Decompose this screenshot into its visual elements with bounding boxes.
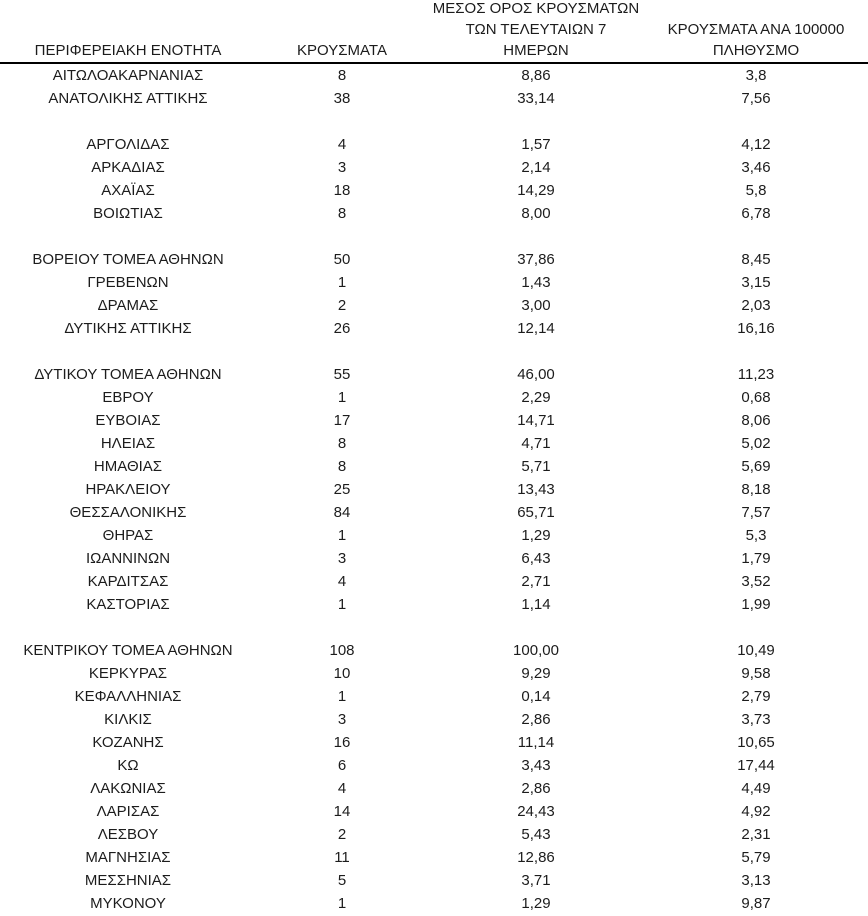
table-row xyxy=(0,501,868,524)
cases-column-label: ΚΡΟΥΣΜΑΤΑ xyxy=(297,42,387,59)
per100k-cell: 5,02 xyxy=(741,435,771,452)
cases-cell: 1 xyxy=(337,596,347,613)
per100k-cell: 3,46 xyxy=(741,159,771,176)
table-row xyxy=(0,363,868,386)
table-row xyxy=(0,271,868,294)
cases-cell: 25 xyxy=(333,481,351,498)
avg7-cell: 9,29 xyxy=(521,665,551,682)
region-cell: ΗΜΑΘΙΑΣ xyxy=(93,458,163,475)
avg7-cell: 1,43 xyxy=(521,274,551,291)
region-cell: ΑΙΤΩΛΟΑΚΑΡΝΑΝΙΑΣ xyxy=(52,67,204,84)
cases-cell: 1 xyxy=(337,274,347,291)
cases-cell: 26 xyxy=(333,320,351,337)
avg7-cell: 5,43 xyxy=(521,826,551,843)
per100k-cell: 11,23 xyxy=(737,366,775,383)
table-row xyxy=(0,179,868,202)
cases-cell: 3 xyxy=(337,711,347,728)
region-cell: ΘΕΣΣΑΛΟΝΙΚΗΣ xyxy=(69,504,187,521)
table-row xyxy=(0,409,868,432)
cases-cell: 11 xyxy=(334,849,350,866)
cases-cell: 3 xyxy=(337,550,347,567)
table-row xyxy=(0,777,868,800)
table-row xyxy=(0,524,868,547)
region-cell: ΜΥΚΟΝΟΥ xyxy=(90,895,166,912)
cases-cell: 8 xyxy=(337,435,347,452)
cases-cell: 14 xyxy=(333,803,351,820)
per100k-cell: 8,18 xyxy=(741,481,771,498)
avg7-cell: 24,43 xyxy=(517,803,555,820)
per100k-cell: 4,49 xyxy=(741,780,771,797)
cases-cell: 3 xyxy=(337,159,347,176)
table-row xyxy=(0,87,868,110)
per100k-column-header xyxy=(644,20,868,62)
avg7-cell: 14,71 xyxy=(517,412,555,429)
per100k-cell: 1,99 xyxy=(741,596,771,613)
table-row xyxy=(0,317,868,340)
avg7-cell: 6,43 xyxy=(521,550,551,567)
cases-cell: 5 xyxy=(337,872,347,889)
avg7-column-label-line2: ΤΩΝ ΤΕΛΕΥΤΑΙΩΝ 7 xyxy=(465,21,607,38)
table-row xyxy=(0,570,868,593)
group-spacer xyxy=(0,225,868,248)
region-cell: ΒΟΙΩΤΙΑΣ xyxy=(93,205,163,222)
per100k-cell: 5,79 xyxy=(741,849,771,866)
table-body xyxy=(0,64,868,915)
per100k-cell: 9,58 xyxy=(741,665,771,682)
group-spacer xyxy=(0,616,868,639)
region-cell: ΚΕΡΚΥΡΑΣ xyxy=(88,665,168,682)
cases-cell: 1 xyxy=(337,895,347,912)
region-cell: ΘΗΡΑΣ xyxy=(102,527,154,544)
region-cell: ΔΥΤΙΚΟΥ ΤΟΜΕΑ ΑΘΗΝΩΝ xyxy=(34,366,222,383)
region-cell: ΕΒΡΟΥ xyxy=(102,389,154,406)
region-cell: ΑΧΑΪΑΣ xyxy=(101,182,155,199)
region-cell: ΗΛΕΙΑΣ xyxy=(100,435,156,452)
avg7-cell: 2,86 xyxy=(521,711,551,728)
avg7-cell: 3,43 xyxy=(521,757,551,774)
per100k-column-label-line2: ΠΛΗΘΥΣΜΟ xyxy=(712,42,800,59)
table-row xyxy=(0,478,868,501)
table-header xyxy=(0,0,868,64)
cases-cell: 4 xyxy=(337,780,347,797)
avg7-cell: 65,71 xyxy=(517,504,555,521)
region-cell: ΔΡΑΜΑΣ xyxy=(97,297,159,314)
per100k-cell: 3,8 xyxy=(745,67,767,84)
group-spacer xyxy=(0,110,868,133)
cases-cell: 4 xyxy=(337,136,347,153)
region-cell: ΛΑΡΙΣΑΣ xyxy=(96,803,160,820)
avg7-cell: 37,86 xyxy=(517,251,555,268)
per100k-cell: 10,49 xyxy=(737,642,775,659)
cases-cell: 10 xyxy=(333,665,351,682)
per100k-cell: 17,44 xyxy=(737,757,775,774)
per100k-cell: 6,78 xyxy=(741,205,771,222)
per100k-cell: 7,56 xyxy=(741,90,771,107)
cases-cell: 38 xyxy=(333,90,351,107)
region-cell: ΓΡΕΒΕΝΩΝ xyxy=(87,274,169,291)
avg7-cell: 2,71 xyxy=(521,573,551,590)
region-cell: ΚΕΦΑΛΛΗΝΙΑΣ xyxy=(74,688,182,705)
cases-cell: 8 xyxy=(337,67,347,84)
avg7-cell: 0,14 xyxy=(521,688,551,705)
table-row xyxy=(0,869,868,892)
region-cell: ΑΡΓΟΛΙΔΑΣ xyxy=(86,136,170,153)
region-cell: ΑΡΚΑΔΙΑΣ xyxy=(91,159,165,176)
table-row xyxy=(0,432,868,455)
region-cell: ΚΟΖΑΝΗΣ xyxy=(92,734,164,751)
avg7-column-label-line1: ΜΕΣΟΣ ΟΡΟΣ ΚΡΟΥΣΜΑΤΩΝ xyxy=(432,0,640,17)
region-cell: ΛΑΚΩΝΙΑΣ xyxy=(90,780,166,797)
per100k-cell: 8,45 xyxy=(741,251,771,268)
per100k-cell: 2,03 xyxy=(741,297,771,314)
cases-cell: 6 xyxy=(337,757,347,774)
per100k-cell: 16,16 xyxy=(737,320,775,337)
per100k-cell: 10,65 xyxy=(737,734,775,751)
region-cell: ΚΑΣΤΟΡΙΑΣ xyxy=(86,596,170,613)
per100k-cell: 1,79 xyxy=(741,550,771,567)
table-row xyxy=(0,685,868,708)
region-cell: ΚΩ xyxy=(117,757,139,774)
avg7-cell: 12,14 xyxy=(517,320,555,337)
region-cell: ΙΩΑΝΝΙΝΩΝ xyxy=(85,550,171,567)
per100k-cell: 0,68 xyxy=(741,389,771,406)
table-row xyxy=(0,133,868,156)
avg7-cell: 5,71 xyxy=(521,458,551,475)
per100k-cell: 9,87 xyxy=(741,895,771,912)
per100k-cell: 4,92 xyxy=(741,803,771,820)
table-row xyxy=(0,386,868,409)
per100k-cell: 5,3 xyxy=(745,527,767,544)
avg7-cell: 4,71 xyxy=(521,435,551,452)
per100k-cell: 4,12 xyxy=(741,136,771,153)
table-row xyxy=(0,593,868,616)
cases-cell: 2 xyxy=(337,826,347,843)
region-cell: ΔΥΤΙΚΗΣ ΑΤΤΙΚΗΣ xyxy=(64,320,192,337)
table-row xyxy=(0,892,868,915)
avg7-cell: 1,29 xyxy=(521,895,551,912)
avg7-cell: 3,00 xyxy=(521,297,551,314)
table-row xyxy=(0,846,868,869)
table-row xyxy=(0,156,868,179)
region-cell: ΛΕΣΒΟΥ xyxy=(97,826,159,843)
cases-cell: 8 xyxy=(337,205,347,222)
per100k-column-label-line1: ΚΡΟΥΣΜΑΤΑ ΑΝΑ 100000 xyxy=(667,21,845,38)
cases-cell: 84 xyxy=(333,504,351,521)
table-row xyxy=(0,823,868,846)
region-cell: ΑΝΑΤΟΛΙΚΗΣ ΑΤΤΙΚΗΣ xyxy=(48,90,208,107)
avg7-cell: 2,14 xyxy=(521,159,551,176)
avg7-cell: 8,86 xyxy=(521,67,551,84)
per100k-cell: 7,57 xyxy=(741,504,771,521)
cases-cell: 2 xyxy=(337,297,347,314)
cases-cell: 8 xyxy=(337,458,347,475)
table-row xyxy=(0,455,868,478)
cases-cell: 17 xyxy=(333,412,351,429)
per100k-cell: 2,31 xyxy=(741,826,771,843)
avg7-cell: 1,57 xyxy=(521,136,551,153)
region-cell: ΚΑΡΔΙΤΣΑΣ xyxy=(87,573,169,590)
cases-cell: 16 xyxy=(333,734,351,751)
per100k-cell: 3,15 xyxy=(741,274,771,291)
table-row xyxy=(0,639,868,662)
group-spacer xyxy=(0,340,868,363)
table-row xyxy=(0,662,868,685)
per100k-cell: 5,8 xyxy=(745,182,767,199)
cases-cell: 50 xyxy=(333,251,351,268)
table-row xyxy=(0,64,868,87)
avg7-cell: 3,71 xyxy=(521,872,551,889)
cases-cell: 1 xyxy=(337,688,347,705)
region-column-label: ΠΕΡΙΦΕΡΕΙΑΚΗ ΕΝΟΤΗΤΑ xyxy=(34,42,222,59)
region-cell: ΚΙΛΚΙΣ xyxy=(104,711,152,728)
region-cell: ΕΥΒΟΙΑΣ xyxy=(95,412,161,429)
per100k-cell: 8,06 xyxy=(741,412,771,429)
cases-cell: 108 xyxy=(329,642,355,659)
per100k-cell: 3,13 xyxy=(741,872,771,889)
avg7-cell: 12,86 xyxy=(517,849,555,866)
cases-column-header xyxy=(256,41,428,62)
avg7-cell: 1,14 xyxy=(521,596,551,613)
avg7-cell: 13,43 xyxy=(517,481,555,498)
avg7-cell: 33,14 xyxy=(517,90,555,107)
per100k-cell: 3,52 xyxy=(741,573,771,590)
cases-cell: 1 xyxy=(337,527,347,544)
cases-cell: 55 xyxy=(333,366,351,383)
cases-cell: 1 xyxy=(337,389,347,406)
per100k-cell: 2,79 xyxy=(741,688,771,705)
per100k-cell: 3,73 xyxy=(741,711,771,728)
table-row xyxy=(0,294,868,317)
region-cell: ΗΡΑΚΛΕΙΟΥ xyxy=(85,481,171,498)
avg7-cell: 8,00 xyxy=(521,205,551,222)
avg7-cell: 100,00 xyxy=(513,642,559,659)
avg7-cell: 46,00 xyxy=(517,366,555,383)
avg7-column-label-line3: ΗΜΕΡΩΝ xyxy=(503,42,569,59)
avg7-cell: 11,14 xyxy=(517,734,555,751)
cases-cell: 4 xyxy=(337,573,347,590)
avg7-column-header xyxy=(428,0,644,62)
cases-cell: 18 xyxy=(333,182,351,199)
avg7-cell: 2,86 xyxy=(521,780,551,797)
region-column-header xyxy=(0,41,256,62)
avg7-cell: 1,29 xyxy=(521,527,551,544)
table-row xyxy=(0,708,868,731)
region-cell: ΒΟΡΕΙΟΥ ΤΟΜΕΑ ΑΘΗΝΩΝ xyxy=(32,251,224,268)
avg7-cell: 2,29 xyxy=(521,389,551,406)
table-row xyxy=(0,754,868,777)
table-row xyxy=(0,547,868,570)
per100k-cell: 5,69 xyxy=(741,458,771,475)
region-cell: ΜΑΓΝΗΣΙΑΣ xyxy=(85,849,171,866)
table-row xyxy=(0,800,868,823)
table-row xyxy=(0,202,868,225)
table-row xyxy=(0,731,868,754)
avg7-cell: 14,29 xyxy=(517,182,555,199)
table-row xyxy=(0,248,868,271)
region-cell: ΜΕΣΣΗΝΙΑΣ xyxy=(84,872,172,889)
region-cell: ΚΕΝΤΡΙΚΟΥ ΤΟΜΕΑ ΑΘΗΝΩΝ xyxy=(23,642,233,659)
